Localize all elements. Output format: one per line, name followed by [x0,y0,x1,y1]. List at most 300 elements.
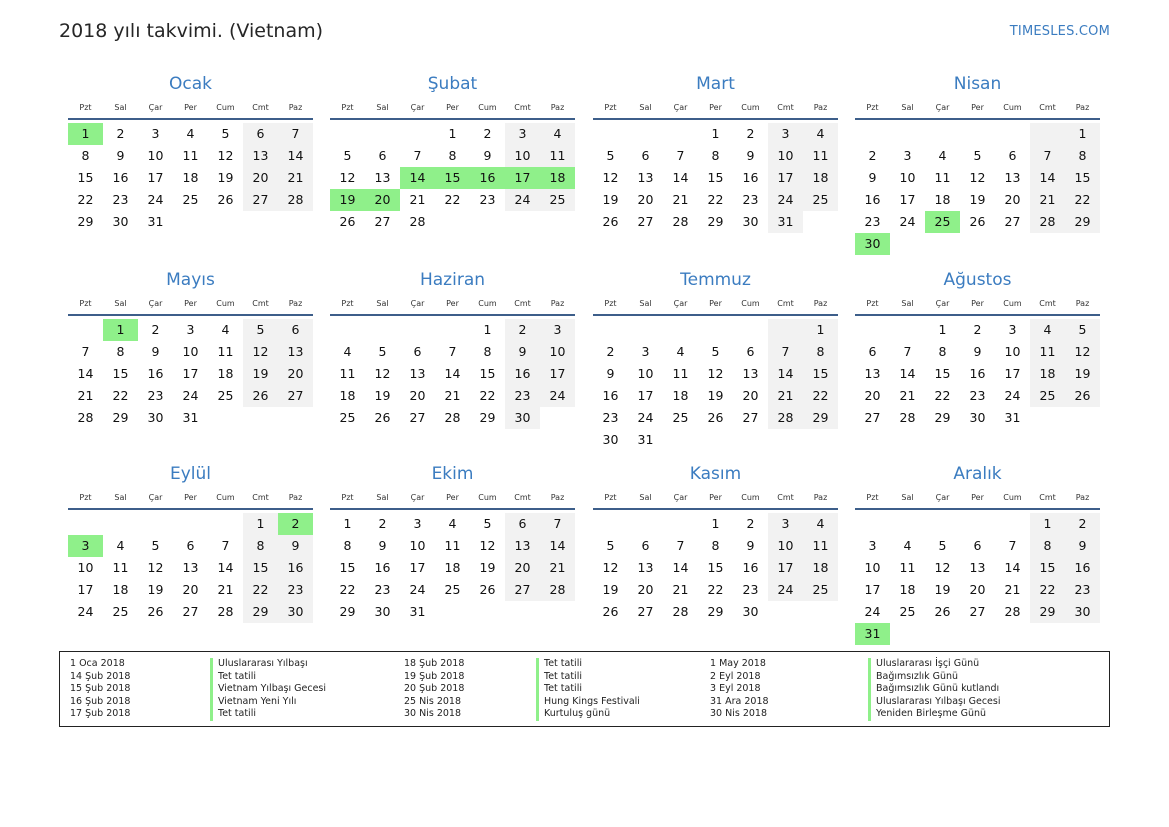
day-cell: 24 [540,385,575,407]
day-cell: 11 [803,535,838,557]
legend-holiday-name: Bağımsızlık Günü [868,671,1001,684]
month-3 [593,73,838,233]
day-cell: 10 [768,535,803,557]
month-divider [68,314,313,316]
day-grid [68,513,313,623]
day-cell: 11 [217,344,234,359]
day-cell: 12 [934,560,951,575]
day-cell: 4 [903,538,912,553]
day-cell: 25 [803,579,838,601]
day-cell: 30 [969,410,986,425]
holiday-day-cell: 17 [505,167,540,189]
weekday-label: Cum [1003,493,1022,502]
day-cell: 30 [602,432,619,447]
day-cell: 25 [112,604,129,619]
weekday-label: Cum [1003,299,1022,308]
legend-holiday-name: Tet tatili [536,683,640,696]
empty-day-cell [995,513,1030,535]
day-cell: 4 [221,322,230,337]
day-cell: 19 [934,582,951,597]
day-cell: 21 [409,192,426,207]
day-cell: 8 [116,344,125,359]
weekday-label: Paz [813,299,828,308]
day-cell: 3 [641,344,650,359]
day-cell: 13 [182,560,199,575]
day-cell: 13 [278,341,313,363]
day-cell: 23 [602,410,619,425]
day-cell: 2 [1065,513,1100,535]
day-cell: 8 [711,148,720,163]
month-4 [855,73,1100,255]
day-cell: 16 [112,170,129,185]
legend-date: 30 Nis 2018 [404,708,461,720]
day-cell: 10 [864,560,881,575]
day-cell: 2 [746,126,755,141]
empty-day-cell [960,513,995,535]
day-cell: 10 [768,145,803,167]
day-cell: 28 [1030,211,1065,233]
day-cell: 6 [868,344,877,359]
month-divider [855,508,1100,510]
empty-day-cell [365,123,400,145]
day-cell: 8 [711,538,720,553]
holiday-day-cell: 18 [540,167,575,189]
day-cell: 7 [221,538,230,553]
weekday-label: Cmt [252,103,269,112]
day-cell: 9 [278,535,313,557]
day-cell: 5 [151,538,160,553]
day-cell: 9 [1065,535,1100,557]
day-cell: 28 [899,410,916,425]
day-cell: 18 [803,167,838,189]
day-cell: 15 [1030,557,1065,579]
weekday-label: Cum [478,103,497,112]
weekday-label: Sal [114,299,127,308]
day-cell: 14 [444,366,461,381]
day-cell: 2 [116,126,125,141]
empty-day-cell [330,123,365,145]
month-10 [330,463,575,623]
day-cell: 21 [217,582,234,597]
day-cell: 15 [1065,167,1100,189]
day-cell: 20 [182,582,199,597]
day-cell: 15 [243,557,278,579]
day-cell: 24 [899,214,916,229]
empty-day-cell [733,319,768,341]
weekday-label: Cum [741,493,760,502]
weekday-label: Pzt [866,103,879,112]
day-cell: 21 [1030,189,1065,211]
day-cell: 19 [602,192,619,207]
day-cell: 10 [77,560,94,575]
day-cell: 3 [768,123,803,145]
day-cell: 5 [938,538,947,553]
day-cell: 22 [77,192,94,207]
day-cell: 6 [505,513,540,535]
day-cell: 7 [1030,145,1065,167]
weekday-label: Per [709,103,722,112]
day-cell: 27 [505,579,540,601]
day-cell: 24 [147,192,164,207]
day-cell: 18 [112,582,129,597]
day-cell: 29 [479,410,496,425]
day-cell: 26 [707,410,724,425]
day-cell: 20 [969,582,986,597]
empty-day-cell [925,123,960,145]
day-cell: 11 [803,145,838,167]
day-cell: 20 [409,388,426,403]
day-cell: 1 [938,322,947,337]
day-cell: 2 [505,319,540,341]
weekday-label: Cmt [1039,493,1056,502]
legend-holiday-name: Bağımsızlık Günü kutlandı [868,683,1001,696]
legend-holiday-name: Tet tatili [536,658,640,671]
month-divider [330,508,575,510]
empty-day-cell [890,513,925,535]
day-cell: 10 [637,366,654,381]
weekday-label: Cum [741,103,760,112]
day-cell: 13 [1004,170,1021,185]
empty-day-cell [400,319,435,341]
weekday-label: Cum [216,103,235,112]
day-cell: 8 [243,535,278,557]
day-cell: 29 [243,601,278,623]
month-11 [593,463,838,623]
weekday-label: Çar [410,299,425,308]
day-cell: 28 [540,579,575,601]
day-cell: 3 [903,148,912,163]
month-2 [330,73,575,233]
day-cell: 26 [479,582,496,597]
day-cell: 3 [186,322,195,337]
holiday-day-cell: 16 [470,167,505,189]
weekday-label: Pzt [341,299,354,308]
day-cell: 28 [409,214,426,229]
day-cell: 27 [637,214,654,229]
holiday-day-cell: 25 [925,211,960,233]
day-cell: 24 [768,579,803,601]
legend-names-column [868,658,1001,721]
legend-holiday-name: Kurtuluş günü [536,708,640,721]
weekday-label: Sal [114,103,127,112]
legend-names-column [210,658,326,721]
weekday-label: Sal [114,493,127,502]
day-cell: 12 [374,366,391,381]
weekday-label: Per [446,103,459,112]
weekday-header [593,102,838,116]
day-cell: 7 [676,148,685,163]
day-cell: 16 [742,170,759,185]
weekday-header [68,492,313,506]
day-cell: 19 [147,582,164,597]
weekday-label: Çar [673,299,688,308]
day-cell: 9 [151,344,160,359]
day-cell: 17 [768,167,803,189]
month-6 [330,269,575,429]
month-name: Eylül [169,464,212,484]
weekday-label: Pzt [79,299,92,308]
day-cell: 27 [374,214,391,229]
weekday-label: Paz [1075,299,1090,308]
legend-holiday-name: Tet tatili [210,708,326,721]
day-cell: 3 [1008,322,1017,337]
day-cell: 28 [278,189,313,211]
day-cell: 22 [243,579,278,601]
day-cell: 31 [637,432,654,447]
empty-day-cell [663,123,698,145]
day-cell: 30 [742,604,759,619]
weekday-label: Per [184,493,197,502]
day-cell: 16 [147,366,164,381]
day-cell: 5 [606,148,615,163]
day-cell: 9 [116,148,125,163]
weekday-label: Sal [376,299,389,308]
day-cell: 15 [803,363,838,385]
day-cell: 9 [973,344,982,359]
day-cell: 12 [243,341,278,363]
day-cell: 6 [746,344,755,359]
day-cell: 25 [540,189,575,211]
page-title: 2018 yılı takvimi. (Vietnam) [59,20,324,42]
legend-date: 19 Şub 2018 [404,670,465,682]
weekday-label: Per [971,103,984,112]
day-cell: 15 [707,560,724,575]
day-grid [330,319,575,429]
day-cell: 21 [444,388,461,403]
day-cell: 1 [243,513,278,535]
day-cell: 29 [934,410,951,425]
legend-holiday-name: Hung Kings Festivali [536,696,640,709]
day-cell: 2 [973,322,982,337]
weekday-label: Sal [639,103,652,112]
legend-date: 30 Nis 2018 [710,708,767,720]
day-cell: 4 [803,513,838,535]
day-cell: 2 [378,516,387,531]
day-cell: 26 [602,604,619,619]
day-cell: 26 [934,604,951,619]
weekday-label: Pzt [341,103,354,112]
day-cell: 4 [186,126,195,141]
day-cell: 1 [343,516,352,531]
day-cell: 6 [641,538,650,553]
weekday-label: Cmt [252,299,269,308]
day-cell: 6 [378,148,387,163]
day-cell: 29 [339,604,356,619]
weekday-label: Sal [639,493,652,502]
weekday-label: Çar [673,103,688,112]
day-cell: 31 [409,604,426,619]
day-cell: 14 [672,560,689,575]
day-cell: 5 [243,319,278,341]
weekday-label: Paz [288,103,303,112]
day-cell: 17 [409,560,426,575]
day-cell: 13 [637,170,654,185]
weekday-header [68,298,313,312]
weekday-label: Çar [410,493,425,502]
day-cell: 14 [1004,560,1021,575]
day-cell: 8 [938,344,947,359]
day-cell: 21 [1004,582,1021,597]
day-cell: 7 [1008,538,1017,553]
day-cell: 4 [448,516,457,531]
day-cell: 2 [868,148,877,163]
day-cell: 6 [243,123,278,145]
month-divider [68,118,313,120]
month-divider [855,118,1100,120]
day-cell: 22 [339,582,356,597]
day-cell: 17 [182,366,199,381]
day-cell: 29 [1030,601,1065,623]
weekday-label: Pzt [866,493,879,502]
day-cell: 10 [409,538,426,553]
day-cell: 5 [378,344,387,359]
day-cell: 19 [217,170,234,185]
weekday-label: Sal [901,103,914,112]
day-cell: 31 [147,214,164,229]
day-cell: 23 [278,579,313,601]
weekday-label: Cmt [514,103,531,112]
weekday-label: Çar [935,299,950,308]
weekday-label: Pzt [866,299,879,308]
day-cell: 5 [1065,319,1100,341]
legend-holiday-name: Vietnam Yeni Yılı [210,696,326,709]
weekday-header [855,492,1100,506]
legend-dates-column [404,658,464,721]
day-cell: 5 [711,344,720,359]
day-grid [330,123,575,233]
weekday-label: Sal [376,493,389,502]
brand-logo[interactable]: TIMESLES.COM [1009,24,1110,39]
legend-holiday-name: Tet tatili [536,671,640,684]
weekday-label: Per [971,493,984,502]
day-cell: 26 [339,214,356,229]
day-cell: 6 [278,319,313,341]
weekday-label: Sal [639,299,652,308]
day-cell: 27 [864,410,881,425]
weekday-label: Paz [813,103,828,112]
holiday-day-cell: 1 [103,319,138,341]
day-cell: 11 [112,560,129,575]
weekday-label: Per [446,493,459,502]
day-cell: 18 [803,557,838,579]
holiday-day-cell: 30 [855,233,890,255]
legend-date: 14 Şub 2018 [70,670,131,682]
month-name: Kasım [689,464,742,484]
day-cell: 2 [606,344,615,359]
legend-holiday-name: Uluslararası İşçi Günü [868,658,1001,671]
day-cell: 16 [602,388,619,403]
empty-day-cell [628,513,663,535]
legend-date: 17 Şub 2018 [70,708,131,720]
day-cell: 12 [602,560,619,575]
day-cell: 14 [77,366,94,381]
day-cell: 29 [112,410,129,425]
empty-day-cell [593,319,628,341]
month-8 [855,269,1100,429]
weekday-label: Çar [410,103,425,112]
day-cell: 4 [803,123,838,145]
weekday-label: Çar [673,493,688,502]
day-cell: 17 [864,582,881,597]
day-cell: 13 [505,535,540,557]
day-cell: 24 [864,604,881,619]
weekday-header [593,298,838,312]
day-cell: 18 [1030,363,1065,385]
day-cell: 28 [444,410,461,425]
holiday-day-cell: 3 [68,535,103,557]
legend-date: 16 Şub 2018 [70,695,131,707]
day-cell: 17 [899,192,916,207]
day-cell: 23 [742,192,759,207]
day-cell: 23 [479,192,496,207]
weekday-label: Cmt [514,493,531,502]
day-cell: 23 [147,388,164,403]
day-cell: 18 [899,582,916,597]
legend-date: 18 Şub 2018 [404,658,465,669]
day-cell: 9 [606,366,615,381]
weekday-label: Cmt [252,493,269,502]
day-cell: 15 [479,366,496,381]
day-cell: 1 [1030,513,1065,535]
day-cell: 14 [278,145,313,167]
day-cell: 15 [934,366,951,381]
legend-date: 2 Eyl 2018 [710,670,761,682]
day-cell: 18 [672,388,689,403]
weekday-header [330,492,575,506]
empty-day-cell [663,513,698,535]
day-cell: 13 [637,560,654,575]
day-cell: 3 [768,513,803,535]
day-cell: 23 [1065,579,1100,601]
day-cell: 21 [672,192,689,207]
day-cell: 2 [151,322,160,337]
weekday-label: Pzt [79,493,92,502]
legend-dates-column [710,658,769,721]
day-cell: 3 [540,319,575,341]
day-cell: 13 [243,145,278,167]
empty-day-cell [855,319,890,341]
month-12 [855,463,1100,645]
day-cell: 4 [938,148,947,163]
holiday-legend [59,651,1110,727]
day-cell: 16 [742,560,759,575]
day-cell: 20 [243,167,278,189]
day-cell: 8 [1030,535,1065,557]
day-grid [68,319,313,429]
weekday-label: Çar [148,103,163,112]
weekday-label: Cmt [777,493,794,502]
weekday-label: Çar [148,493,163,502]
holiday-day-cell: 2 [278,513,313,535]
day-cell: 10 [505,145,540,167]
empty-day-cell [103,513,138,535]
month-divider [330,314,575,316]
weekday-label: Sal [376,103,389,112]
day-cell: 5 [221,126,230,141]
day-cell: 5 [606,538,615,553]
day-cell: 9 [746,538,755,553]
day-cell: 15 [707,170,724,185]
empty-day-cell [68,319,103,341]
day-cell: 22 [479,388,496,403]
month-divider [330,118,575,120]
day-cell: 24 [768,189,803,211]
day-cell: 11 [182,148,199,163]
weekday-header [593,492,838,506]
legend-date: 20 Şub 2018 [404,683,465,695]
weekday-label: Paz [288,299,303,308]
empty-day-cell [628,319,663,341]
